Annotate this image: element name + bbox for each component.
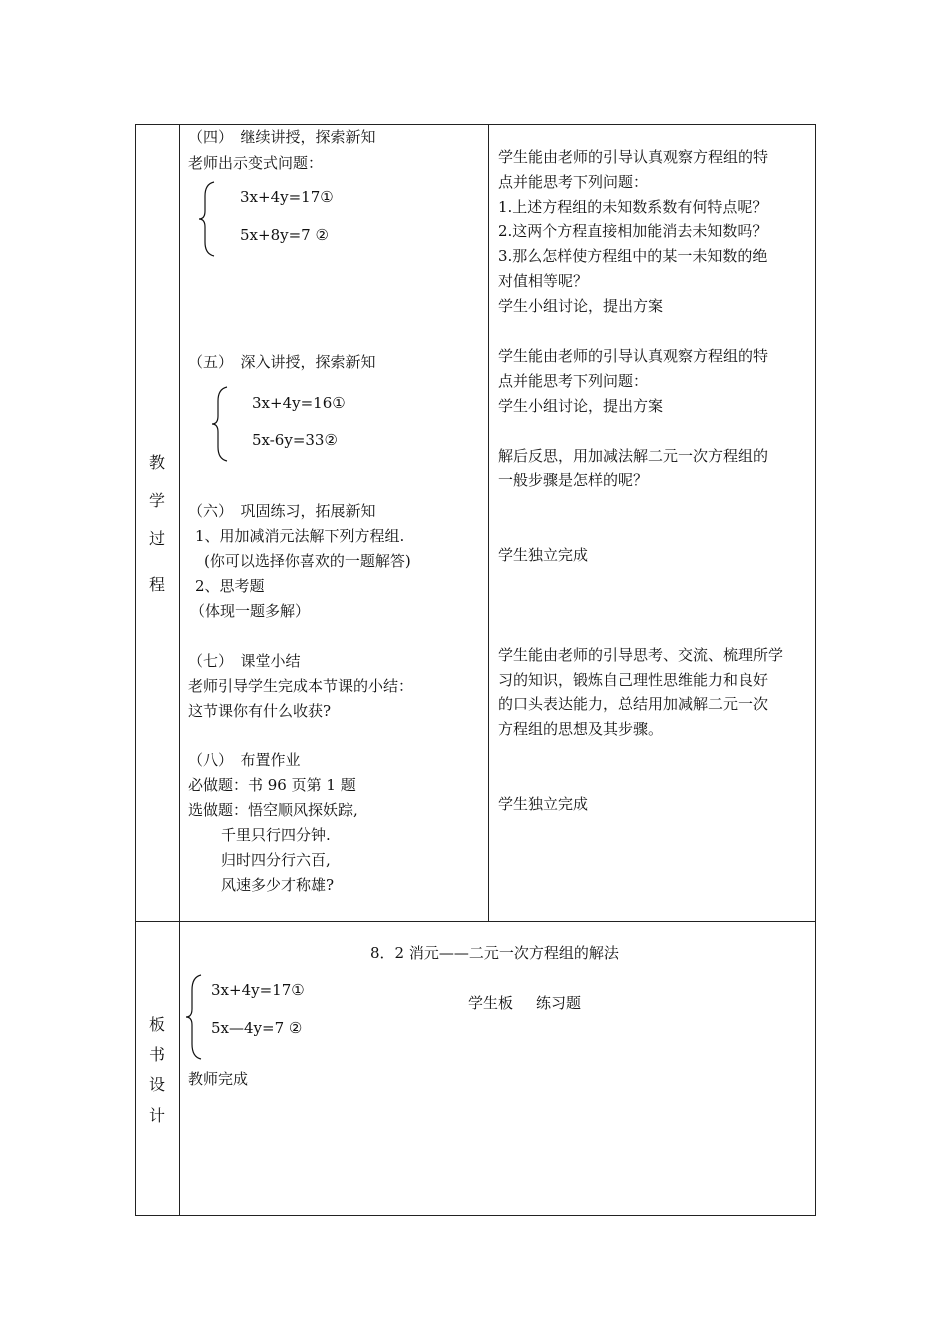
board-label-char: 设 xyxy=(149,1075,166,1094)
part6-title: （六） 巩固练习，拓展新知 xyxy=(188,502,376,520)
student-text-line: 2.这两个方程直接相加能消去未知数吗？ xyxy=(498,222,768,240)
part6-line: 2、思考题 xyxy=(195,577,265,595)
board-title: 8．2 消元——二元一次方程组的解法 xyxy=(370,944,619,962)
part5-title: （五） 深入讲授，探索新知 xyxy=(188,353,376,371)
student-text-line: 习的知识，锻炼自己理性思维能力和良好 xyxy=(498,671,769,689)
part5-equation-2: 5x-6y=33② xyxy=(252,431,338,449)
part4-intro: 老师出示变式问题： xyxy=(188,154,324,172)
student-text-line: 1.上述方程组的未知数系数有何特点呢？ xyxy=(498,198,768,216)
part8-title: （八） 布置作业 xyxy=(188,751,301,769)
student-text-line: 学生独立完成 xyxy=(498,795,589,813)
part8-required: 必做题：书 96 页第 1 题 xyxy=(188,776,356,794)
student-text-line: 学生能由老师的引导认真观察方程组的特 xyxy=(498,148,769,166)
part4-equation-1: 3x+4y=17① xyxy=(240,188,334,206)
table-right-border xyxy=(815,124,816,1216)
part4-equation-2: 5x+8y=7 ② xyxy=(240,226,329,244)
student-text-line: 学生能由老师的引导认真观察方程组的特 xyxy=(498,347,769,365)
process-label-char: 教 xyxy=(149,453,166,472)
student-text-line: 学生小组讨论，提出方案 xyxy=(498,397,664,415)
part8-optional: 选做题：悟空顺风探妖踪, xyxy=(188,801,358,819)
student-text-line: 一般步骤是怎样的呢？ xyxy=(498,471,649,489)
board-label-char: 书 xyxy=(149,1045,166,1064)
part5-system-brace xyxy=(211,385,231,463)
student-text-line: 解后反思，用加减法解二元一次方程组的 xyxy=(498,447,769,465)
student-text-line: 学生独立完成 xyxy=(498,546,589,564)
part6-line: (你可以选择你喜欢的一题解答) xyxy=(204,552,411,570)
student-text-line: 点并能思考下列问题： xyxy=(498,372,649,390)
part7-line: 这节课你有什么收获? xyxy=(188,702,332,720)
poem-line: 归时四分行六百, xyxy=(221,851,331,869)
part4-title: （四） 继续讲授，探索新知 xyxy=(188,128,376,146)
part4-system-brace xyxy=(198,180,218,258)
student-board-label: 学生板 xyxy=(468,994,514,1012)
board-label-char: 计 xyxy=(149,1106,166,1125)
process-label-char: 过 xyxy=(149,529,166,548)
board-equation-2: 5x—4y=7 ② xyxy=(211,1019,303,1037)
student-text-line: 学生能由老师的引导思考、交流、梳理所学 xyxy=(498,646,784,664)
student-text-line: 的口头表达能力，总结用加减解二元一次 xyxy=(498,695,769,713)
part5-equation-1: 3x+4y=16① xyxy=(252,394,346,412)
board-label-char: 板 xyxy=(149,1015,166,1034)
student-text-line: 对值相等呢？ xyxy=(498,272,589,290)
table-top-border xyxy=(135,124,816,125)
poem-line: 风速多少才称雄? xyxy=(221,876,335,894)
student-text-line: 方程组的思想及其步骤。 xyxy=(498,720,664,738)
process-label-char: 学 xyxy=(149,491,166,510)
poem-line: 千里只行四分钟. xyxy=(221,826,331,844)
board-system-brace xyxy=(185,973,205,1061)
student-text-line: 点并能思考下列问题： xyxy=(498,173,649,191)
table-bottom-border xyxy=(135,1215,816,1216)
process-label-char: 程 xyxy=(149,575,166,594)
board-equation-1: 3x+4y=17① xyxy=(211,981,305,999)
student-text-line: 学生小组讨论，提出方案 xyxy=(498,297,664,315)
part7-line: 老师引导学生完成本节课的小结： xyxy=(188,677,414,695)
table-label-divider xyxy=(179,124,180,1216)
student-text-line: 3.那么怎样使方程组中的某一未知数的绝 xyxy=(498,247,768,265)
table-column-divider xyxy=(488,124,489,922)
table-section-divider xyxy=(135,921,816,922)
part6-line: 1、用加减消元法解下列方程组. xyxy=(195,527,405,545)
teacher-done-label: 教师完成 xyxy=(188,1070,249,1088)
table-left-border xyxy=(135,124,136,1216)
exercise-label: 练习题 xyxy=(536,994,582,1012)
part6-line: （体现一题多解） xyxy=(190,602,311,620)
part7-title: （七） 课堂小结 xyxy=(188,652,301,670)
